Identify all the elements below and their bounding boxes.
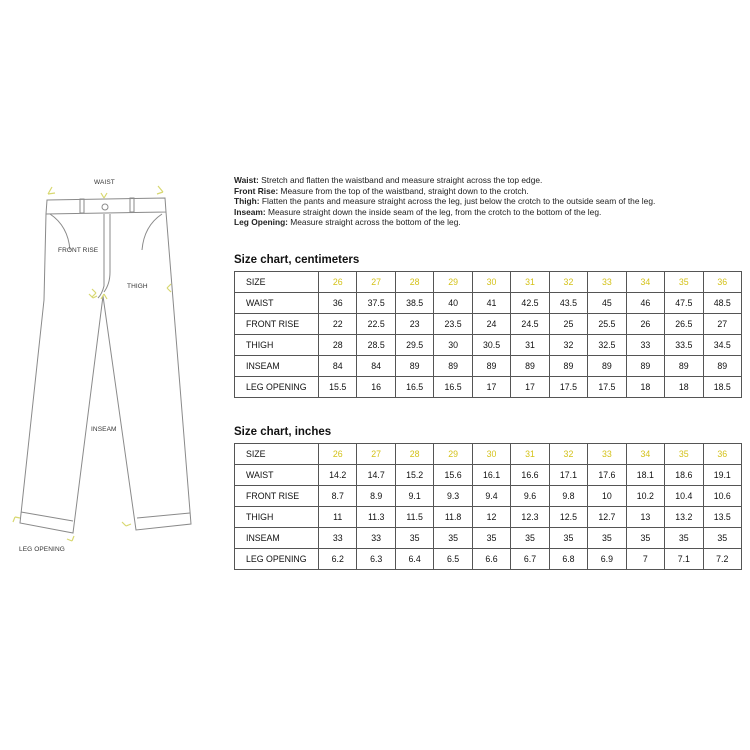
instruction-term: Waist:	[234, 175, 259, 185]
value-cell: 6.6	[472, 549, 510, 570]
value-cell: 14.2	[319, 465, 357, 486]
inseam-label: INSEAM	[91, 426, 117, 433]
value-cell: 89	[588, 356, 626, 377]
size-cell: 31	[511, 272, 549, 293]
value-cell: 6.4	[395, 549, 433, 570]
value-cell: 89	[395, 356, 433, 377]
size-cell: 34	[626, 444, 664, 465]
row-label: INSEAM	[235, 356, 319, 377]
size-cell: 31	[511, 444, 549, 465]
value-cell: 17.6	[588, 465, 626, 486]
value-cell: 13.2	[665, 507, 703, 528]
value-cell: 23	[395, 314, 433, 335]
value-cell: 28.5	[357, 335, 395, 356]
row-label: WAIST	[235, 293, 319, 314]
value-cell: 46	[626, 293, 664, 314]
value-cell: 35	[434, 528, 472, 549]
value-cell: 35	[588, 528, 626, 549]
value-cell: 10	[588, 486, 626, 507]
table-row	[235, 377, 742, 398]
value-cell: 35	[665, 528, 703, 549]
value-cell: 22	[319, 314, 357, 335]
table-row	[235, 272, 742, 293]
value-cell: 8.7	[319, 486, 357, 507]
value-cell: 24.5	[511, 314, 549, 335]
value-cell: 6.9	[588, 549, 626, 570]
cm-chart-title: Size chart, centimeters	[234, 254, 360, 266]
size-cell: 29	[434, 444, 472, 465]
value-cell: 23.5	[434, 314, 472, 335]
value-cell: 6.2	[319, 549, 357, 570]
value-cell: 7	[626, 549, 664, 570]
row-label: SIZE	[235, 444, 319, 465]
value-cell: 12.5	[549, 507, 587, 528]
value-cell: 17.1	[549, 465, 587, 486]
value-cell: 35	[395, 528, 433, 549]
pants-outline	[20, 198, 191, 533]
size-cell: 36	[703, 444, 741, 465]
size-cell: 29	[434, 272, 472, 293]
value-cell: 26	[626, 314, 664, 335]
value-cell: 16.5	[395, 377, 433, 398]
value-cell: 36	[319, 293, 357, 314]
front-rise-label: FRONT RISE	[58, 247, 99, 254]
value-cell: 40	[434, 293, 472, 314]
value-cell: 89	[511, 356, 549, 377]
value-cell: 41	[472, 293, 510, 314]
value-cell: 84	[357, 356, 395, 377]
value-cell: 6.5	[434, 549, 472, 570]
value-cell: 30.5	[472, 335, 510, 356]
table-row	[235, 549, 742, 570]
value-cell: 9.3	[434, 486, 472, 507]
value-cell: 12.3	[511, 507, 549, 528]
value-cell: 10.6	[703, 486, 741, 507]
cm-size-table	[234, 271, 742, 398]
value-cell: 35	[472, 528, 510, 549]
value-cell: 18.6	[665, 465, 703, 486]
size-cell: 28	[395, 444, 433, 465]
value-cell: 16.1	[472, 465, 510, 486]
table-row	[235, 335, 742, 356]
value-cell: 30	[434, 335, 472, 356]
value-cell: 89	[626, 356, 664, 377]
value-cell: 6.3	[357, 549, 395, 570]
value-cell: 17	[472, 377, 510, 398]
inches-size-table	[234, 443, 742, 570]
value-cell: 32.5	[588, 335, 626, 356]
value-cell: 9.8	[549, 486, 587, 507]
table-row	[235, 486, 742, 507]
size-cell: 26	[319, 444, 357, 465]
value-cell: 17.5	[549, 377, 587, 398]
value-cell: 16.5	[434, 377, 472, 398]
value-cell: 29.5	[395, 335, 433, 356]
value-cell: 13.5	[703, 507, 741, 528]
value-cell: 16	[357, 377, 395, 398]
instruction-term: Inseam:	[234, 206, 266, 217]
value-cell: 9.1	[395, 486, 433, 507]
value-cell: 16.6	[511, 465, 549, 486]
size-cell: 33	[588, 272, 626, 293]
table-row	[235, 356, 742, 377]
instruction-waist	[234, 175, 744, 186]
value-cell: 33	[319, 528, 357, 549]
value-cell: 17	[511, 377, 549, 398]
value-cell: 35	[626, 528, 664, 549]
value-cell: 33	[357, 528, 395, 549]
value-cell: 15.5	[319, 377, 357, 398]
value-cell: 24	[472, 314, 510, 335]
table-row	[235, 507, 742, 528]
value-cell: 12	[472, 507, 510, 528]
size-cell: 34	[626, 272, 664, 293]
value-cell: 89	[703, 356, 741, 377]
value-cell: 25	[549, 314, 587, 335]
waist-label: WAIST	[94, 179, 115, 186]
value-cell: 14.7	[357, 465, 395, 486]
value-cell: 6.7	[511, 549, 549, 570]
row-label: INSEAM	[235, 528, 319, 549]
thigh-label: THIGH	[127, 283, 148, 290]
instruction-term: Leg Opening:	[234, 217, 288, 228]
value-cell: 33	[626, 335, 664, 356]
value-cell: 84	[319, 356, 357, 377]
value-cell: 25.5	[588, 314, 626, 335]
size-cell: 30	[472, 444, 510, 465]
value-cell: 31	[511, 335, 549, 356]
size-cell: 33	[588, 444, 626, 465]
row-label: FRONT RISE	[235, 314, 319, 335]
table-row	[235, 444, 742, 465]
value-cell: 17.5	[588, 377, 626, 398]
row-label: THIGH	[235, 507, 319, 528]
table-row	[235, 293, 742, 314]
value-cell: 7.1	[665, 549, 703, 570]
value-cell: 11	[319, 507, 357, 528]
value-cell: 12.7	[588, 507, 626, 528]
size-cell: 36	[703, 272, 741, 293]
value-cell: 11.5	[395, 507, 433, 528]
table-row	[235, 465, 742, 486]
value-cell: 89	[434, 356, 472, 377]
value-cell: 18.1	[626, 465, 664, 486]
value-cell: 26.5	[665, 314, 703, 335]
value-cell: 34.5	[703, 335, 741, 356]
value-cell: 18	[626, 377, 664, 398]
value-cell: 15.6	[434, 465, 472, 486]
size-cell: 27	[357, 444, 395, 465]
size-cell: 28	[395, 272, 433, 293]
size-cell: 27	[357, 272, 395, 293]
value-cell: 22.5	[357, 314, 395, 335]
measurement-instructions	[234, 175, 744, 228]
instruction-inseam	[234, 207, 744, 218]
value-cell: 9.4	[472, 486, 510, 507]
instruction-text: Measure straight down the inside seam of the leg, from the crotch to the bottom of the leg.	[265, 206, 602, 217]
value-cell: 6.8	[549, 549, 587, 570]
instruction-text: Measure straight across the bottom of the leg.	[287, 217, 461, 228]
row-label: WAIST	[235, 465, 319, 486]
instruction-thigh	[234, 196, 744, 207]
value-cell: 35	[511, 528, 549, 549]
value-cell: 28	[319, 335, 357, 356]
value-cell: 10.4	[665, 486, 703, 507]
value-cell: 89	[665, 356, 703, 377]
size-cell: 30	[472, 272, 510, 293]
instruction-leg-opening	[234, 217, 744, 228]
value-cell: 11.8	[434, 507, 472, 528]
size-cell: 26	[319, 272, 357, 293]
value-cell: 7.2	[703, 549, 741, 570]
value-cell: 10.2	[626, 486, 664, 507]
instruction-term: Front Rise:	[234, 185, 279, 196]
instruction-text: Stretch and flatten the waistband and measure straight across the top edge.	[258, 175, 543, 185]
instruction-term: Thigh:	[234, 196, 260, 207]
value-cell: 37.5	[357, 293, 395, 314]
row-label: THIGH	[235, 335, 319, 356]
value-cell: 38.5	[395, 293, 433, 314]
value-cell: 48.5	[703, 293, 741, 314]
instruction-front-rise	[234, 186, 744, 197]
value-cell: 13	[626, 507, 664, 528]
value-cell: 11.3	[357, 507, 395, 528]
leg-opening-label: LEG OPENING	[19, 546, 65, 553]
value-cell: 89	[549, 356, 587, 377]
row-label: LEG OPENING	[235, 549, 319, 570]
size-cell: 35	[665, 272, 703, 293]
row-label: FRONT RISE	[235, 486, 319, 507]
value-cell: 18.5	[703, 377, 741, 398]
row-label: SIZE	[235, 272, 319, 293]
value-cell: 8.9	[357, 486, 395, 507]
value-cell: 18	[665, 377, 703, 398]
table-row	[235, 528, 742, 549]
value-cell: 35	[549, 528, 587, 549]
size-cell: 35	[665, 444, 703, 465]
value-cell: 19.1	[703, 465, 741, 486]
table-row	[235, 314, 742, 335]
value-cell: 32	[549, 335, 587, 356]
size-cell: 32	[549, 444, 587, 465]
value-cell: 33.5	[665, 335, 703, 356]
value-cell: 45	[588, 293, 626, 314]
row-label: LEG OPENING	[235, 377, 319, 398]
value-cell: 47.5	[665, 293, 703, 314]
value-cell: 9.6	[511, 486, 549, 507]
value-cell: 42.5	[511, 293, 549, 314]
value-cell: 89	[472, 356, 510, 377]
value-cell: 27	[703, 314, 741, 335]
instruction-text: Measure from the top of the waistband, straight down to the crotch.	[278, 185, 529, 196]
size-cell: 32	[549, 272, 587, 293]
value-cell: 43.5	[549, 293, 587, 314]
pants-diagram	[0, 0, 210, 560]
value-cell: 35	[703, 528, 741, 549]
value-cell: 15.2	[395, 465, 433, 486]
inches-chart-title: Size chart, inches	[234, 426, 332, 438]
instruction-text: Flatten the pants and measure straight across the leg, just below the crotch to the outside seam of the leg.	[259, 196, 656, 207]
